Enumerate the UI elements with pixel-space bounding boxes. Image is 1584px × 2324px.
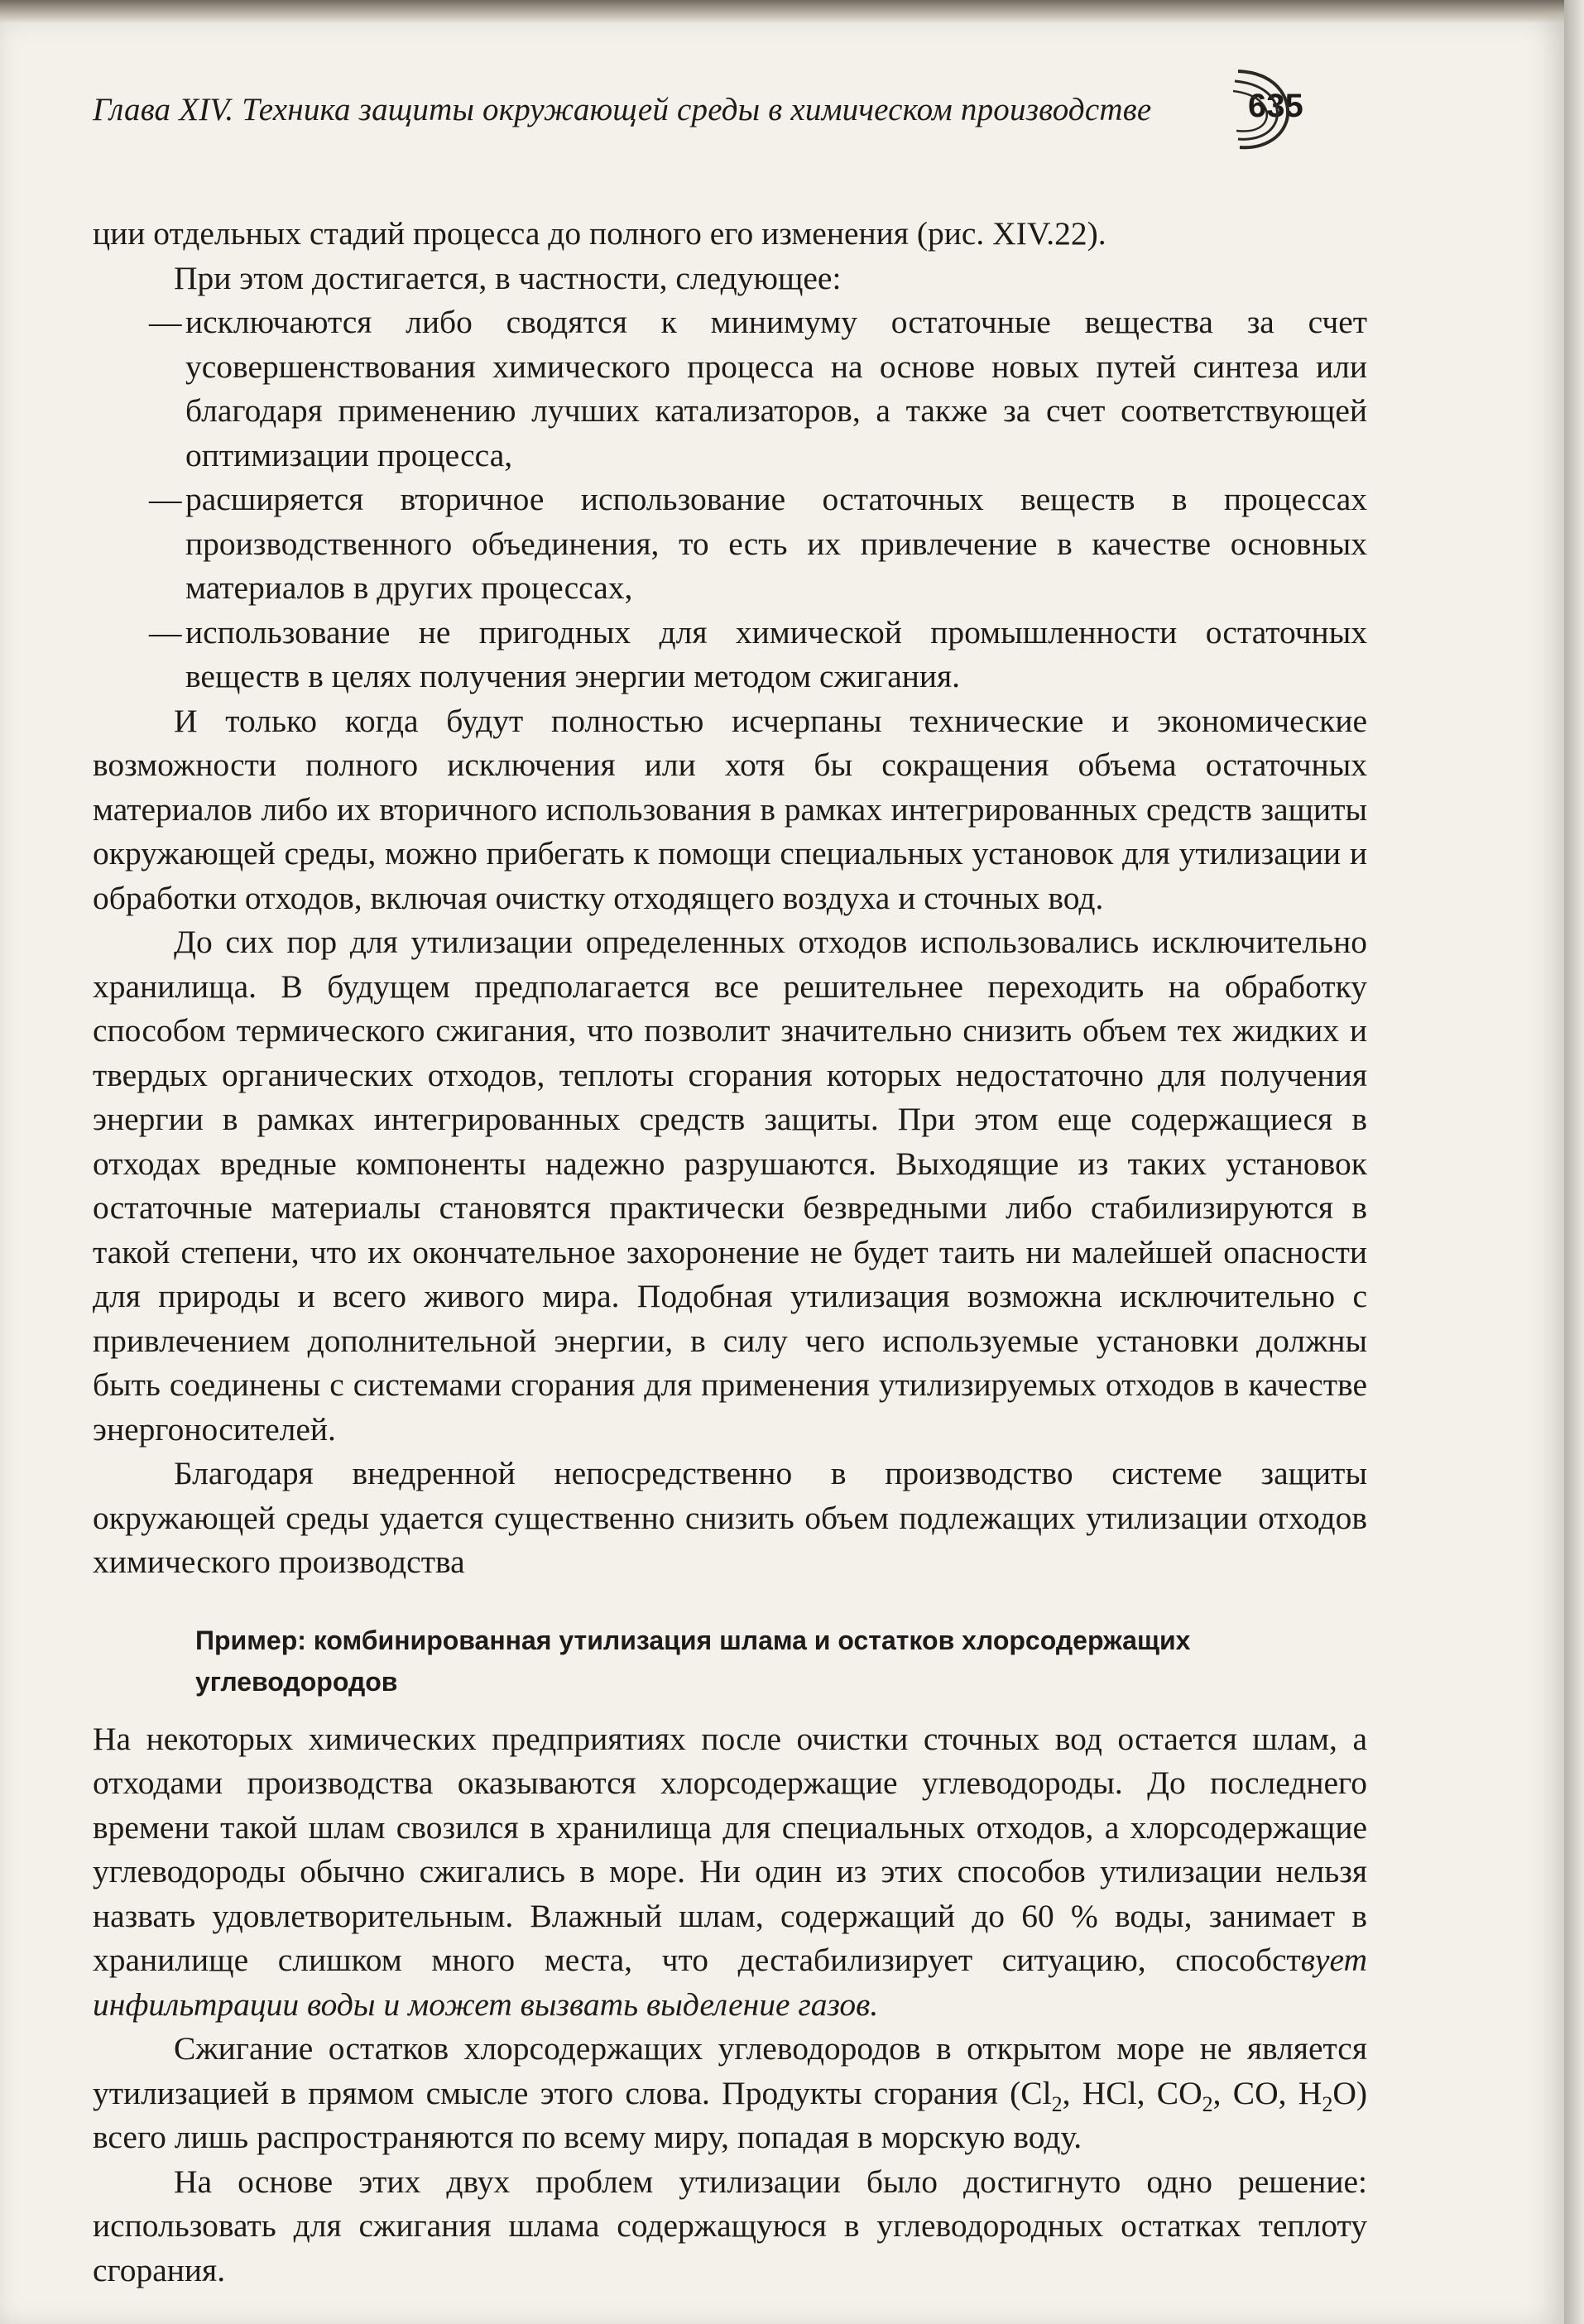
paragraph-6-text: На некоторых химических предприятиях после очистки сточных вод остается шлам, а отходами производства оказываются хлорсодержащие углеводороды. До последнего времени такой шлам свозился в хранилища для специальных отходов, а хлорсодержащие углеводороды обычно сжигались в море. Ни один из этих способов утилизации нельзя назвать удовлетворительным. Влажный шлам, содержащий до 60 % воды, занимает в хранилище слишком много места, что дестабилизирует ситуацию, способст	[93, 1720, 1367, 1978]
chapter-title: Глава XIV. Техника защиты окружающей среды в химическом производстве	[93, 92, 1152, 127]
example-heading-block	[195, 1620, 1367, 1702]
list-dash: —	[149, 613, 182, 651]
list-item-text: расширяется вторичное использование остаточных веществ в процессах производственного объединения, то есть их привлечение в качестве основных материалов в других процессах,	[185, 481, 1367, 606]
subscript: 2	[1202, 2091, 1213, 2116]
paragraph-7-text-d: O) всего лишь распространяются по всему миру, попадая в морскую воду.	[93, 2074, 1368, 2155]
paragraph-1: ции отдельных стадий процесса до полного его изменения (рис. XIV.22).	[93, 215, 1106, 252]
paragraph-8: На основе этих двух проблем утилизации было достигнуто одно решение: использовать для сжигания шлама содержащуюся в углеводородных остатках теплоту сгорания.	[93, 2163, 1367, 2288]
page-number-swirl-icon	[1231, 63, 1298, 154]
list-dash: —	[149, 304, 182, 340]
example-heading: Пример: комбинированная утилизация шлама и остатков хлорсодержащих углеводородов	[195, 1625, 1191, 1697]
list-item	[93, 300, 1367, 478]
subscript: 2	[1322, 2091, 1333, 2116]
main-text	[93, 212, 1367, 2293]
list-item	[93, 611, 1367, 699]
paragraph-7-text-b: , HCl, CO	[1062, 2074, 1202, 2111]
dash-list	[93, 300, 1367, 699]
page-number: 635	[1248, 88, 1303, 124]
paragraph-5: Благодаря внедренной непосредственно в производство системе защиты окружающей среды удается существенно снизить объем подлежащих утилизации отходов химического производства	[93, 1455, 1367, 1580]
paragraph-3: И только когда будут полностью исчерпаны технические и экономические возможности полного исключения или хотя бы сокращения объема остаточных материалов либо их вторичного использования в рамках интегрированных средств защиты окружающей среды, можно прибегать к помощи специальных установок для утилизации и обработки отходов, включая очистку отходящего воздуха и сточных вод.	[93, 702, 1367, 916]
paragraph-7	[93, 2027, 1367, 2160]
paragraph-2: При этом достигается, в частности, следующее:	[174, 259, 842, 296]
paragraph-6-italic-text: вует инфильтрации воды и может вызвать выделение газов.	[93, 1942, 1367, 2023]
subscript: 2	[1051, 2091, 1063, 2116]
running-header	[93, 83, 1384, 136]
list-dash: —	[149, 481, 182, 517]
paragraph-6	[93, 1717, 1367, 2028]
list-item	[93, 478, 1367, 611]
paragraph-7-text-c: , CO, H	[1212, 2074, 1322, 2111]
list-item-text: использование не пригодных для химической промышленности остаточных веществ в целях получения энергии методом сжигания.	[185, 613, 1367, 694]
paragraph-4: До сих пор для утилизации определенных отходов использовались исключительно хранилища. В будущем предполагается все решительнее переходить на обработку способом термического сжигания, что позволит значительно снизить объем тех жидких и твердых органических отходов, теплоты сгорания которых недостаточно для получения энергии в рамках интегрированных средств защиты. При этом еще содержащиеся в отходах вредные компоненты надежно разрушаются. Выходящие из таких установок остаточные материалы становятся практически безвредными либо стабилизируются в такой степени, что их окончательное захоронение не будет таить ни малейшей опасности для природы и всего живого мира. Подобная утилизация возможна исключительно с привлечением дополнительной энергии, в силу чего используемые установки должны быть соединены с системами сгорания для применения утилизируемых отходов в качестве энергоносителей.	[93, 924, 1367, 1448]
list-item-text: исключаются либо сводятся к минимуму остаточные вещества за счет усовершенствования химического процесса на основе новых путей синтеза или благодаря применению лучших катализаторов, а также за счет соответствующей оптимизации процесса,	[185, 304, 1367, 473]
page-top-edge	[0, 0, 1564, 23]
paragraph-7-text-a: Сжигание остатков хлорсодержащих углеводородов в открытом море не является утилизацией в прямом смысле этого слова. Продукты сгорания (Cl	[93, 2030, 1367, 2111]
page-right-edge	[1564, 0, 1584, 2324]
